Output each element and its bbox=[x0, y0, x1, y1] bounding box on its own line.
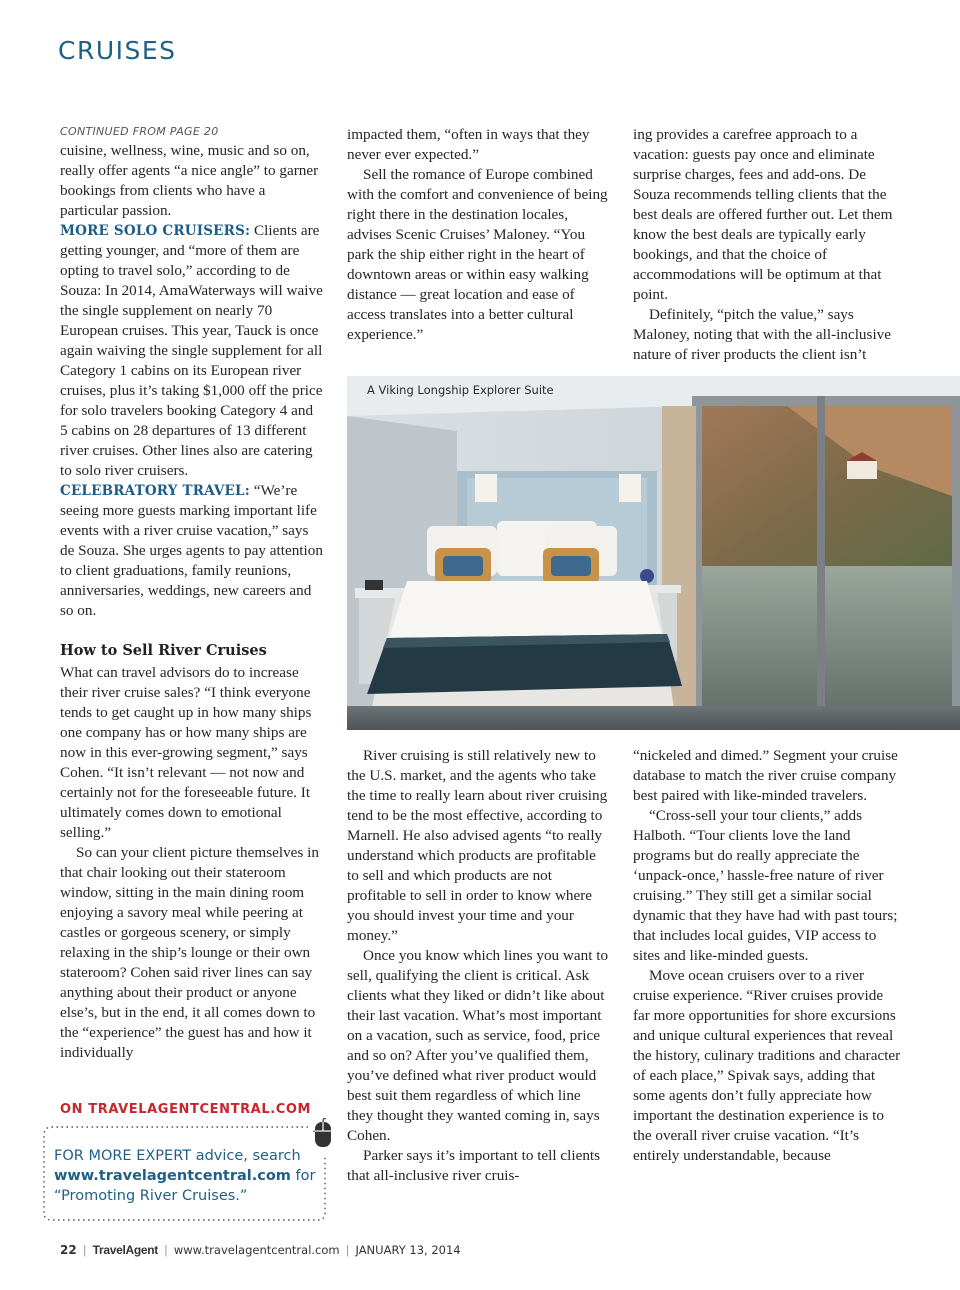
mouse-icon bbox=[314, 1118, 332, 1148]
paragraph: Definitely, “pitch the value,” says Maloney, noting that with the all-inclusive nature of river products the client isn’t bbox=[633, 306, 891, 363]
paragraph: Parker says it’s important to tell clients that all-inclusive river cruis- bbox=[347, 1147, 601, 1184]
column-right-top bbox=[633, 125, 903, 365]
subheading: How to Sell River Cruises bbox=[60, 642, 267, 659]
brand-name: TravelAgent bbox=[92, 1243, 158, 1257]
paragraph: So can your client picture themselves in that chair looking out their stateroom window, sitting in the main dining room enjoying a savory meal while peering at castles or gorgeous scenery, or simply relaxing in the ship’s lounge or their own stateroom? Cohen said river lines can say anything about their product or anyone else’s, but in the end, it all comes down to the “experience” the guest has and how it individually bbox=[60, 844, 319, 1061]
section-title: CRUISES bbox=[58, 36, 177, 65]
paragraph: Move ocean cruisers over to a river cruise experience. “River cruises provide far more opportunities for shore excursions and unique cultural experiences that reveal the history, culinary traditions and character of each place,” Spivak says, adding that some agents don’t fully appreciate how important the destination experience is to the overall river cruise vacation. “It’s entirely understandable, because bbox=[633, 967, 901, 1164]
paragraph: What can travel advisors do to increase their river cruise sales? “I think everyone tends to get caught up in how many ships one company has or how many ships are now in this ever-growing segment,” says Cohen. “It isn’t relevant — not now and certainly not for the foreseeable future. It ultimately comes down to emotional selling.” bbox=[60, 664, 312, 841]
promo-line: “Promoting River Cruises.” bbox=[54, 1188, 248, 1204]
paragraph-text: “We’re seeing more guests marking important life events with a river cruise vacation,” says de Souza. She urges agents to pay attention to client graduations, family reunions, anniversaries, weddings, new careers and so on. bbox=[60, 482, 323, 619]
promo-line: FOR MORE EXPERT advice, search bbox=[54, 1148, 301, 1164]
paragraph: River cruising is still relatively new to the U.S. market, and the agents who take the time to really learn about river cruising tend to be the most effective, according to Marnell. He also advised agents “to really understand which products are profitable to sell and which products are not profitable to sell in order to know where you should invest your time and your money.” bbox=[347, 747, 608, 944]
promo-tag: ON TRAVELAGENTCENTRAL.COM bbox=[60, 1102, 312, 1117]
continued-note: CONTINUED FROM PAGE 20 bbox=[60, 125, 219, 138]
column-middle-top bbox=[347, 125, 609, 345]
paragraph: ing provides a carefree approach to a vacation: guests pay once and eliminate surprise charges, fees and add-ons. De Souza recommends telling clients that the best deals are offered further out. Let them know the best deals are typically early bookings, and that the choice of accommodations will be optimum at that point. bbox=[633, 126, 893, 303]
footer-date: JANUARY 13, 2014 bbox=[355, 1243, 461, 1257]
paragraph: “nickeled and dimed.” Segment your cruise database to match the river cruise company best paired with like-minded travelers. bbox=[633, 747, 898, 804]
stateroom-photo bbox=[347, 376, 960, 730]
promo-link[interactable]: www.travelagentcentral.com bbox=[54, 1168, 291, 1184]
paragraph: Once you know which lines you want to sell, qualifying the client is critical. Ask clients what they liked or didn’t like about their last vacation. What’s most important on a vacation, such as service, food, price and so on? After you’ve qualified them, you’ve defined what river product would best suit them regardless of which line they thought they wanted coming in, says Cohen. bbox=[347, 947, 609, 1144]
column-left bbox=[60, 125, 324, 1063]
photo-caption: A Viking Longship Explorer Suite bbox=[367, 383, 554, 397]
column-right-bottom bbox=[633, 746, 903, 1166]
paragraph: impacted them, “often in ways that they never ever expected.” bbox=[347, 126, 590, 163]
paragraph-text: Clients are getting younger, and “more of them are opting to travel solo,” according to de Souza: In 2014, AmaWaterways will waive the single supplement on nearly 70 European cruises. This year, Tauck is once again waiving the single supplement for all Category 1 cabins on its European river cruises, plus it’s taking $1,000 off the price for solo travelers booking Category 4 and 5 cabins on 28 departures of 13 different river cruises. Other lines also are catering to solo river cruisers. bbox=[60, 222, 323, 479]
paragraph: Sell the romance of Europe combined with the comfort and convenience of being right there in the destination locales, advises Scenic Cruises’ Maloney. “You park the ship either right in the heart of downtown areas or within easy walking distance — great location and ease of access translates into a better cultural experience.” bbox=[347, 166, 608, 343]
page-footer: 22 | TravelAgent | www.travelagentcentral.com | JANUARY 13, 2014 bbox=[60, 1243, 461, 1257]
lead-in: MORE SOLO CRUISERS: bbox=[60, 223, 251, 239]
paragraph bbox=[60, 481, 324, 621]
footer-url: www.travelagentcentral.com bbox=[173, 1243, 340, 1257]
paragraph: cuisine, wellness, wine, music and so on, really offer agents “a nice angle” to garner bookings from clients who have a particular passion. bbox=[60, 142, 319, 219]
promo-line-rest: for bbox=[290, 1168, 316, 1184]
promo-line bbox=[54, 1166, 315, 1186]
column-middle-bottom bbox=[347, 746, 609, 1186]
page-number: 22 bbox=[60, 1243, 77, 1257]
lead-in: CELEBRATORY TRAVEL: bbox=[60, 483, 250, 499]
paragraph: “Cross-sell your tour clients,” adds Halboth. “Tour clients love the land programs but do really appreciate the ‘unpack-once,’ hassle-free nature of river cruising.” They still get a similar social dynamic that they have had with past tours; that includes local guides, VIP access to sites and like-minded guests. bbox=[633, 807, 898, 964]
promo-text bbox=[54, 1146, 315, 1206]
paragraph bbox=[60, 221, 324, 481]
